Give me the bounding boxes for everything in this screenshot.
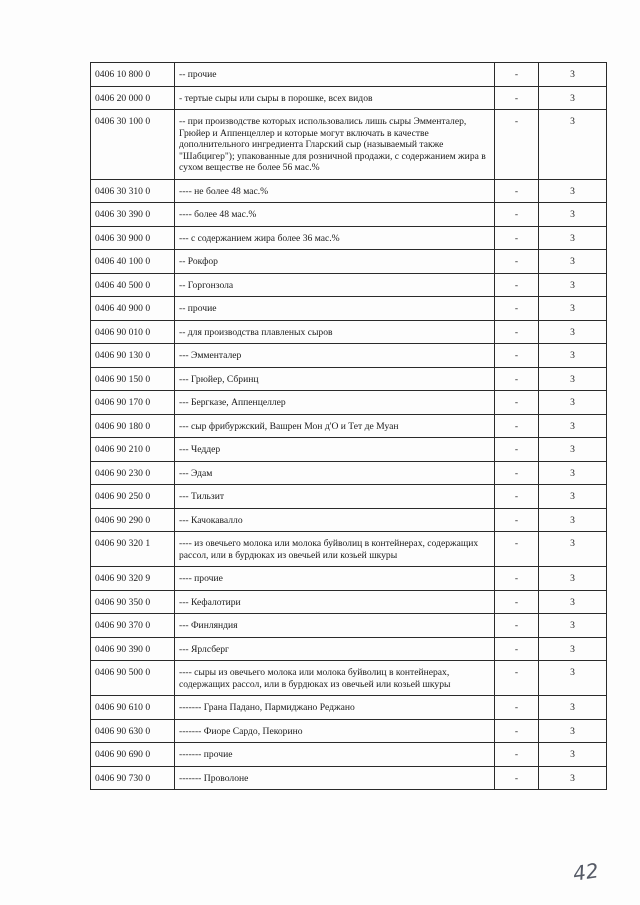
description-cell: - тертые сыры или сыры в порошке, всех видов — [175, 86, 495, 110]
tariff-code-cell: 0406 90 320 9 — [91, 567, 175, 591]
tariff-code-cell: 0406 90 390 0 — [91, 637, 175, 661]
table-row — [91, 250, 607, 274]
dash-cell: - — [495, 614, 539, 638]
rate-cell: 3 — [539, 590, 607, 614]
dash-cell: - — [495, 567, 539, 591]
tariff-code-cell: 0406 90 730 0 — [91, 766, 175, 790]
rate-cell: 3 — [539, 203, 607, 227]
tariff-code-cell: 0406 90 150 0 — [91, 367, 175, 391]
table-row — [91, 203, 607, 227]
tariff-code-cell: 0406 10 800 0 — [91, 63, 175, 87]
description-cell: --- сыр фрибуржский, Вашрен Мон д'О и Тет де Муан — [175, 414, 495, 438]
description-cell: ------- Грана Падано, Пармиджано Реджано — [175, 696, 495, 720]
table-row — [91, 297, 607, 321]
table-row — [91, 532, 607, 567]
tariff-code-cell: 0406 30 900 0 — [91, 226, 175, 250]
table-row — [91, 179, 607, 203]
description-cell: ---- из овечьего молока или молока буйволиц в контейнерах, содержащих рассол, или в бурдюках из овечьей или козьей шкуры — [175, 532, 495, 567]
description-cell: --- с содержанием жира более 36 мас.% — [175, 226, 495, 250]
description-cell: ------- Проволоне — [175, 766, 495, 790]
dash-cell: - — [495, 273, 539, 297]
table-row — [91, 461, 607, 485]
tariff-code-cell: 0406 90 210 0 — [91, 438, 175, 462]
rate-cell: 3 — [539, 461, 607, 485]
dash-cell: - — [495, 590, 539, 614]
table-row — [91, 86, 607, 110]
description-cell: ---- не более 48 мас.% — [175, 179, 495, 203]
rate-cell: 3 — [539, 226, 607, 250]
table-row — [91, 110, 607, 180]
description-cell: --- Качокавалло — [175, 508, 495, 532]
tariff-code-cell: 0406 30 390 0 — [91, 203, 175, 227]
table-row — [91, 661, 607, 696]
description-cell: ------- прочие — [175, 743, 495, 767]
dash-cell: - — [495, 179, 539, 203]
table-row — [91, 344, 607, 368]
rate-cell: 3 — [539, 508, 607, 532]
rate-cell: 3 — [539, 86, 607, 110]
description-cell: -- Рокфор — [175, 250, 495, 274]
rate-cell: 3 — [539, 661, 607, 696]
rate-cell: 3 — [539, 344, 607, 368]
table-row — [91, 590, 607, 614]
dash-cell: - — [495, 532, 539, 567]
rate-cell: 3 — [539, 367, 607, 391]
table-row — [91, 320, 607, 344]
tariff-code-cell: 0406 90 130 0 — [91, 344, 175, 368]
dash-cell: - — [495, 438, 539, 462]
description-cell: -- прочие — [175, 63, 495, 87]
table-row — [91, 438, 607, 462]
table-body — [91, 63, 607, 790]
dash-cell: - — [495, 110, 539, 180]
description-cell: --- Кефалотири — [175, 590, 495, 614]
description-cell: --- Финляндия — [175, 614, 495, 638]
dash-cell: - — [495, 63, 539, 87]
tariff-code-cell: 0406 90 320 1 — [91, 532, 175, 567]
rate-cell: 3 — [539, 614, 607, 638]
dash-cell: - — [495, 250, 539, 274]
tariff-code-cell: 0406 90 170 0 — [91, 391, 175, 415]
dash-cell: - — [495, 661, 539, 696]
dash-cell: - — [495, 696, 539, 720]
table-row — [91, 719, 607, 743]
description-cell: ---- прочие — [175, 567, 495, 591]
rate-cell: 3 — [539, 179, 607, 203]
description-cell: --- Эдам — [175, 461, 495, 485]
tariff-code-cell: 0406 90 630 0 — [91, 719, 175, 743]
dash-cell: - — [495, 226, 539, 250]
tariff-code-cell: 0406 90 230 0 — [91, 461, 175, 485]
tariff-code-cell: 0406 90 370 0 — [91, 614, 175, 638]
table-row — [91, 508, 607, 532]
dash-cell: - — [495, 637, 539, 661]
description-cell: -- прочие — [175, 297, 495, 321]
rate-cell: 3 — [539, 438, 607, 462]
dash-cell: - — [495, 86, 539, 110]
rate-cell: 3 — [539, 110, 607, 180]
rate-cell: 3 — [539, 637, 607, 661]
tariff-code-cell: 0406 90 250 0 — [91, 485, 175, 509]
table-row — [91, 614, 607, 638]
tariff-code-cell: 0406 90 350 0 — [91, 590, 175, 614]
rate-cell: 3 — [539, 250, 607, 274]
table-row — [91, 485, 607, 509]
description-cell: -- Горгонзола — [175, 273, 495, 297]
rate-cell: 3 — [539, 414, 607, 438]
table-row — [91, 637, 607, 661]
description-cell: ---- более 48 мас.% — [175, 203, 495, 227]
table-row — [91, 367, 607, 391]
tariff-code-cell: 0406 30 100 0 — [91, 110, 175, 180]
dash-cell: - — [495, 344, 539, 368]
tariff-table — [90, 62, 607, 790]
rate-cell: 3 — [539, 485, 607, 509]
table-row — [91, 63, 607, 87]
table-row — [91, 696, 607, 720]
rate-cell: 3 — [539, 532, 607, 567]
dash-cell: - — [495, 391, 539, 415]
tariff-code-cell: 0406 90 690 0 — [91, 743, 175, 767]
dash-cell: - — [495, 203, 539, 227]
tariff-code-cell: 0406 40 100 0 — [91, 250, 175, 274]
description-cell: -- для производства плавленых сыров — [175, 320, 495, 344]
description-cell: --- Ярлсберг — [175, 637, 495, 661]
description-cell: --- Бергказе, Аппенцеллер — [175, 391, 495, 415]
description-cell: ------- Фиоре Сардо, Пекорино — [175, 719, 495, 743]
rate-cell: 3 — [539, 320, 607, 344]
table-row — [91, 766, 607, 790]
description-cell: --- Грюйер, Сбринц — [175, 367, 495, 391]
table-row — [91, 414, 607, 438]
rate-cell: 3 — [539, 567, 607, 591]
description-cell: --- Тильзит — [175, 485, 495, 509]
dash-cell: - — [495, 766, 539, 790]
description-cell: --- Чеддер — [175, 438, 495, 462]
handwritten-page-number: 42 — [571, 858, 600, 886]
rate-cell: 3 — [539, 743, 607, 767]
table-row — [91, 743, 607, 767]
tariff-code-cell: 0406 20 000 0 — [91, 86, 175, 110]
table-row — [91, 567, 607, 591]
dash-cell: - — [495, 414, 539, 438]
tariff-code-cell: 0406 90 290 0 — [91, 508, 175, 532]
tariff-code-cell: 0406 30 310 0 — [91, 179, 175, 203]
tariff-code-cell: 0406 40 500 0 — [91, 273, 175, 297]
description-cell: --- Эмменталер — [175, 344, 495, 368]
table-row — [91, 226, 607, 250]
dash-cell: - — [495, 320, 539, 344]
dash-cell: - — [495, 461, 539, 485]
rate-cell: 3 — [539, 719, 607, 743]
tariff-code-cell: 0406 90 500 0 — [91, 661, 175, 696]
tariff-code-cell: 0406 90 010 0 — [91, 320, 175, 344]
dash-cell: - — [495, 485, 539, 509]
description-cell: ---- сыры из овечьего молока или молока буйволиц в контейнерах, содержащих рассол, или в бурдюках из овечьей или козьей шкуры — [175, 661, 495, 696]
rate-cell: 3 — [539, 766, 607, 790]
rate-cell: 3 — [539, 696, 607, 720]
dash-cell: - — [495, 297, 539, 321]
dash-cell: - — [495, 367, 539, 391]
tariff-code-cell: 0406 40 900 0 — [91, 297, 175, 321]
dash-cell: - — [495, 719, 539, 743]
dash-cell: - — [495, 508, 539, 532]
rate-cell: 3 — [539, 273, 607, 297]
table-row — [91, 273, 607, 297]
rate-cell: 3 — [539, 297, 607, 321]
table-row — [91, 391, 607, 415]
tariff-code-cell: 0406 90 610 0 — [91, 696, 175, 720]
rate-cell: 3 — [539, 391, 607, 415]
description-cell: -- при производстве которых использовались лишь сыры Эмменталер, Грюйер и Аппенцеллер и которые могут включать в качестве дополнительного ингредиента Гларский сыр (называемый также "Шабцигер"); упакованные для розничной продажи, с содержанием жира в сухом веществе не более 56 мас.% — [175, 110, 495, 180]
rate-cell: 3 — [539, 63, 607, 87]
tariff-code-cell: 0406 90 180 0 — [91, 414, 175, 438]
dash-cell: - — [495, 743, 539, 767]
